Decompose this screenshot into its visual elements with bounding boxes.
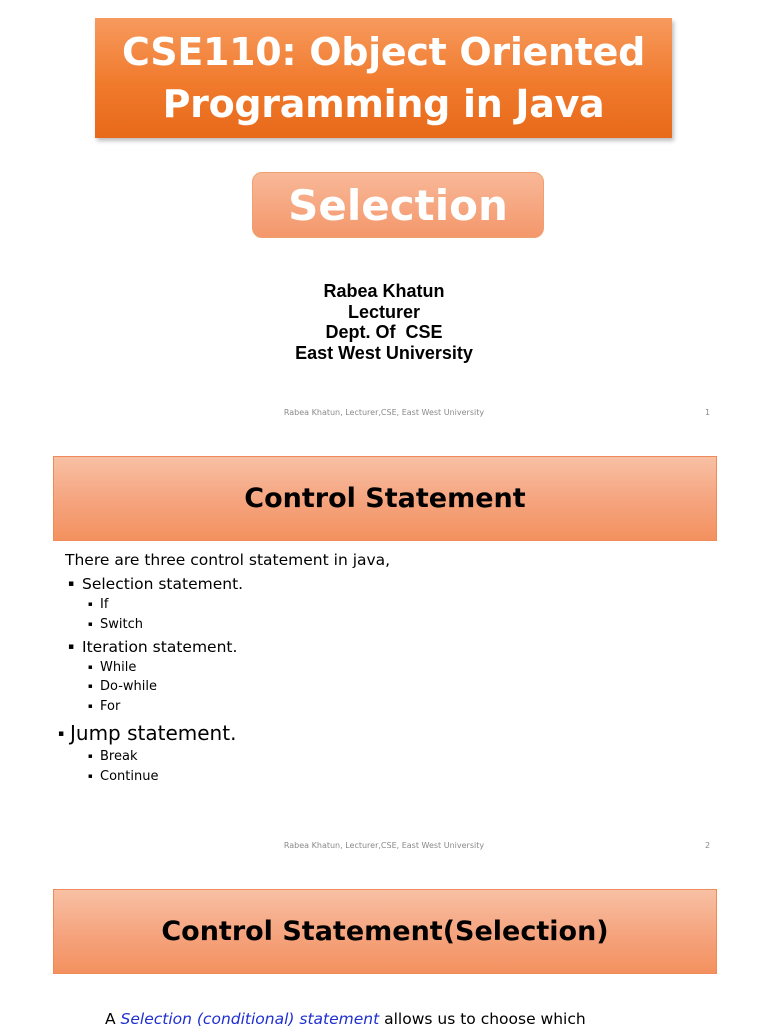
bullet-icon: ▪ <box>88 619 93 628</box>
sub-list-item <box>88 679 157 694</box>
sub-list-item-label: Switch <box>100 617 143 632</box>
sub-list-item <box>88 769 158 784</box>
sub-list-item <box>88 660 136 675</box>
list-item <box>68 638 237 656</box>
bullet-icon: ▪ <box>88 701 93 710</box>
list-item-label: Selection statement. <box>82 575 244 593</box>
topic-title: Selection <box>288 180 508 230</box>
bullet-icon: ▪ <box>68 641 75 652</box>
slide1-page-number: 1 <box>705 408 711 417</box>
course-title: CSE110: Object Oriented Programming in Java <box>121 30 646 126</box>
list-item-label: Jump statement. <box>70 721 237 745</box>
sub-list-item <box>88 699 120 714</box>
sub-list-item-label: Break <box>100 749 138 764</box>
topic-banner <box>252 172 544 238</box>
sub-list-item-label: Continue <box>100 769 159 784</box>
bullet-icon: ▪ <box>88 751 93 760</box>
author-name: Rabea Khatun <box>323 281 445 301</box>
slide3-text-emphasis: Selection (conditional) statement <box>120 1010 380 1028</box>
sub-list-item-label: While <box>100 660 137 675</box>
list-item <box>58 721 236 745</box>
slide3-text-suffix: allows us to choose which <box>379 1010 586 1028</box>
slide2-intro: There are three control statement in java, <box>65 551 391 569</box>
slide3-title: Control Statement(Selection) <box>161 916 609 947</box>
bullet-icon: ▪ <box>88 681 93 690</box>
author-university: East West University <box>295 342 473 363</box>
list-item-label: Iteration statement. <box>82 638 238 656</box>
sub-list-item-label: Do-while <box>100 679 157 694</box>
author-block <box>0 281 768 363</box>
sub-list-item-label: If <box>100 597 109 612</box>
sub-list-item <box>88 749 137 764</box>
bullet-icon: ▪ <box>88 599 93 608</box>
course-title-banner <box>95 18 672 138</box>
sub-list-item-label: For <box>100 699 121 714</box>
list-item <box>68 575 243 593</box>
bullet-icon: ▪ <box>68 578 75 589</box>
sub-list-item <box>88 617 143 632</box>
bullet-icon: ▪ <box>58 728 65 739</box>
slide3-header <box>53 889 717 974</box>
slide2-footer: Rabea Khatun, Lecturer,CSE, East West University <box>283 841 485 850</box>
author-role: Lecturer <box>347 301 421 322</box>
bullet-icon: ▪ <box>88 662 93 671</box>
slide2-header <box>53 456 717 541</box>
bullet-icon: ▪ <box>88 771 93 780</box>
author-dept: Dept. Of CSE <box>325 322 443 342</box>
slide2-title: Control Statement <box>244 483 526 514</box>
slide1-footer: Rabea Khatun, Lecturer,CSE, East West University <box>283 408 485 417</box>
sub-list-item <box>88 597 108 612</box>
slide3-text-prefix: A <box>105 1010 121 1028</box>
slide2-page-number: 2 <box>705 841 711 850</box>
slide3-body-text <box>105 1010 586 1028</box>
